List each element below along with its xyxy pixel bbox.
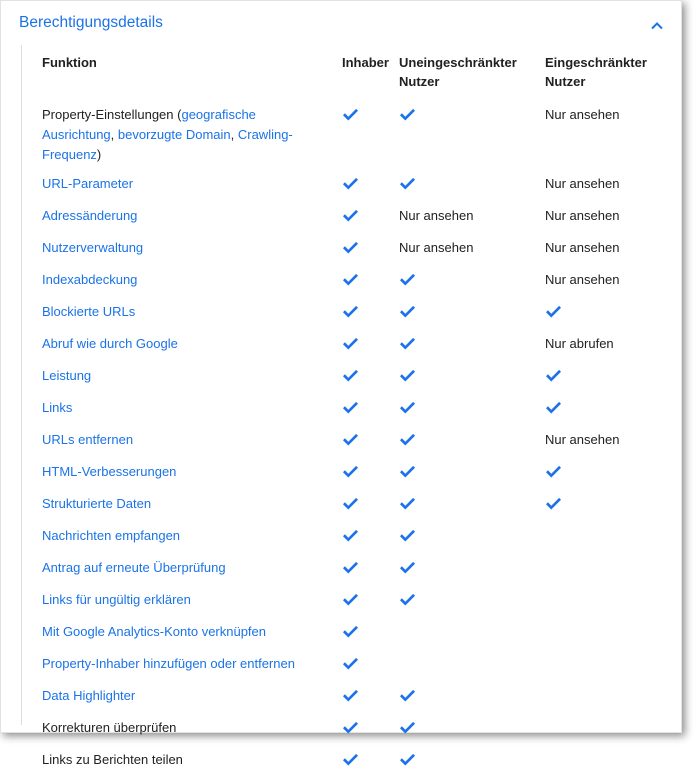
full-user-cell [391, 458, 537, 490]
table-row [34, 101, 664, 170]
permission-value: Nur ansehen [545, 208, 620, 223]
table-row [34, 234, 664, 266]
checkmark-icon [342, 497, 359, 511]
restricted-user-cell [537, 234, 664, 266]
function-link[interactable]: Property-Inhaber hinzufügen oder entfernen [42, 656, 295, 671]
full-user-cell [391, 170, 537, 202]
function-link[interactable]: Links für ungültig erklären [42, 592, 191, 607]
function-cell [34, 618, 334, 650]
permission-value: Nur abrufen [545, 336, 614, 351]
table-row [34, 554, 664, 586]
permissions-table [34, 49, 664, 778]
checkmark-icon [342, 108, 359, 122]
function-link[interactable]: Links [42, 400, 73, 415]
restricted-user-cell [537, 426, 664, 458]
owner-cell [334, 522, 391, 554]
owner-cell [334, 586, 391, 618]
table-row [34, 586, 664, 618]
owner-cell [334, 618, 391, 650]
function-cell [34, 234, 334, 266]
table-row [34, 362, 664, 394]
chevron-up-icon[interactable] [649, 18, 665, 34]
checkmark-icon [342, 273, 359, 287]
table-row [34, 618, 664, 650]
owner-cell [334, 266, 391, 298]
owner-cell [334, 362, 391, 394]
restricted-user-cell [537, 202, 664, 234]
table-row [34, 682, 664, 714]
permission-value: Nur ansehen [545, 432, 620, 447]
table-row [34, 650, 664, 682]
restricted-user-cell [537, 101, 664, 170]
checkmark-icon [342, 177, 359, 191]
checkmark-icon [399, 721, 416, 735]
permission-value: Nur ansehen [545, 240, 620, 255]
table-row [34, 490, 664, 522]
owner-cell [334, 170, 391, 202]
checkmark-icon [399, 529, 416, 543]
table-row [34, 298, 664, 330]
function-link[interactable]: HTML-Verbesserungen [42, 464, 177, 479]
full-user-cell [391, 362, 537, 394]
owner-cell [334, 714, 391, 746]
checkmark-icon [342, 561, 359, 575]
checkmark-icon [399, 401, 416, 415]
table-row [34, 426, 664, 458]
function-cell [34, 554, 334, 586]
restricted-user-cell [537, 586, 664, 618]
owner-cell [334, 202, 391, 234]
checkmark-icon [342, 465, 359, 479]
function-cell [34, 682, 334, 714]
owner-cell [334, 426, 391, 458]
function-label: Links zu Berichten teilen [42, 752, 183, 767]
function-cell: Property-Einstellungen (geografische Ausrichtung, bevorzugte Domain, Crawling-Frequenz) [42, 107, 293, 162]
restricted-user-cell [537, 298, 664, 330]
function-cell [34, 362, 334, 394]
table-header-row [34, 49, 664, 101]
owner-cell [334, 682, 391, 714]
table-row [34, 170, 664, 202]
section-divider [21, 45, 22, 725]
section-header-toggle[interactable] [19, 14, 669, 36]
function-link[interactable]: Mit Google Analytics-Konto verknüpfen [42, 624, 267, 639]
checkmark-icon [399, 561, 416, 575]
checkmark-icon [545, 369, 562, 383]
table-row [34, 394, 664, 426]
checkmark-icon [399, 689, 416, 703]
function-cell [34, 170, 334, 202]
full-user-cell [391, 586, 537, 618]
checkmark-icon [545, 465, 562, 479]
restricted-user-cell [537, 266, 664, 298]
checkmark-icon [399, 465, 416, 479]
table-row [34, 266, 664, 298]
checkmark-icon [399, 177, 416, 191]
full-user-cell [391, 490, 537, 522]
checkmark-icon [342, 337, 359, 351]
checkmark-icon [399, 497, 416, 511]
owner-cell [334, 298, 391, 330]
restricted-user-cell [537, 490, 664, 522]
checkmark-icon [342, 401, 359, 415]
section-title: Berechtigungsdetails [19, 14, 163, 31]
function-cell [34, 426, 334, 458]
table-row [34, 714, 664, 746]
checkmark-icon [342, 241, 359, 255]
function-cell [34, 586, 334, 618]
permission-value: Nur ansehen [545, 107, 620, 122]
checkmark-icon [342, 433, 359, 447]
owner-cell [334, 458, 391, 490]
function-link[interactable]: Antrag auf erneute Überprüfung [42, 560, 226, 575]
checkmark-icon [399, 593, 416, 607]
table-row [34, 522, 664, 554]
checkmark-icon [399, 108, 416, 122]
function-link[interactable]: Nutzerverwaltung [42, 240, 144, 255]
full-user-cell [391, 650, 537, 682]
full-user-cell [391, 426, 537, 458]
header-full-user: Uneingeschränkter Nutzer [399, 55, 517, 89]
function-link[interactable]: Adressänderung [42, 208, 138, 223]
restricted-user-cell [537, 170, 664, 202]
full-user-cell [391, 682, 537, 714]
function-link[interactable]: Blockierte URLs [42, 304, 136, 319]
function-link[interactable]: Leistung [42, 368, 92, 383]
checkmark-icon [545, 305, 562, 319]
checkmark-icon [342, 369, 359, 383]
owner-cell [334, 101, 391, 170]
permission-value: Nur ansehen [399, 208, 474, 223]
full-user-cell [391, 554, 537, 586]
function-link[interactable]: Nachrichten empfangen [42, 528, 181, 543]
checkmark-icon [399, 273, 416, 287]
owner-cell [334, 330, 391, 362]
full-user-cell [391, 522, 537, 554]
function-label: Korrekturen überprüfen [42, 720, 177, 735]
table-row [34, 458, 664, 490]
checkmark-icon [342, 753, 359, 767]
checkmark-icon [342, 721, 359, 735]
function-link[interactable]: Indexabdeckung [42, 272, 138, 287]
function-link[interactable]: URL-Parameter [42, 176, 134, 191]
full-user-cell [391, 618, 537, 650]
function-link[interactable]: Strukturierte Daten [42, 496, 152, 511]
permission-value: Nur ansehen [399, 240, 474, 255]
function-cell [34, 266, 334, 298]
checkmark-icon [399, 753, 416, 767]
checkmark-icon [342, 209, 359, 223]
function-cell [34, 458, 334, 490]
table-row [34, 202, 664, 234]
full-user-cell [391, 394, 537, 426]
restricted-user-cell [537, 682, 664, 714]
checkmark-icon [399, 337, 416, 351]
function-cell [34, 522, 334, 554]
restricted-user-cell [537, 330, 664, 362]
link-preferred-domain[interactable]: bevorzugte Domain [117, 127, 231, 142]
full-user-cell [391, 266, 537, 298]
link-geo-targeting[interactable]: geografische Ausrichtung [42, 107, 256, 142]
full-user-cell [391, 714, 537, 746]
full-user-cell [391, 298, 537, 330]
restricted-user-cell [537, 394, 664, 426]
table-row [34, 330, 664, 362]
function-cell [34, 298, 334, 330]
owner-cell [334, 554, 391, 586]
checkmark-icon [399, 433, 416, 447]
function-cell [34, 650, 334, 682]
link-crawl-rate[interactable]: Crawling-Frequenz [42, 127, 293, 162]
function-cell [34, 490, 334, 522]
checkmark-icon [399, 369, 416, 383]
owner-cell [334, 234, 391, 266]
header-restricted-user: Eingeschränkter Nutzer [545, 55, 647, 89]
full-user-cell [391, 330, 537, 362]
function-cell [34, 394, 334, 426]
owner-cell [334, 394, 391, 426]
permission-value: Nur ansehen [545, 272, 620, 287]
full-user-cell [391, 101, 537, 170]
header-owner: Inhaber [342, 55, 389, 70]
restricted-user-cell [537, 362, 664, 394]
function-cell [34, 202, 334, 234]
full-user-cell [391, 202, 537, 234]
function-link[interactable]: URLs entfernen [42, 432, 134, 447]
checkmark-icon [342, 593, 359, 607]
owner-cell [334, 490, 391, 522]
restricted-user-cell [537, 714, 664, 746]
function-cell [34, 714, 334, 746]
function-label-prefix: Property-Einstellungen ( [42, 107, 182, 122]
checkmark-icon [399, 305, 416, 319]
restricted-user-cell [537, 650, 664, 682]
header-function: Funktion [42, 55, 97, 70]
checkmark-icon [342, 657, 359, 671]
checkmark-icon [342, 305, 359, 319]
checkmark-icon [545, 401, 562, 415]
checkmark-icon [342, 689, 359, 703]
restricted-user-cell [537, 458, 664, 490]
restricted-user-cell [537, 618, 664, 650]
restricted-user-cell [537, 522, 664, 554]
function-link[interactable]: Data Highlighter [42, 688, 136, 703]
owner-cell [334, 650, 391, 682]
function-link[interactable]: Abruf wie durch Google [42, 336, 178, 351]
checkmark-icon [545, 497, 562, 511]
checkmark-icon [342, 625, 359, 639]
restricted-user-cell [537, 554, 664, 586]
checkmark-icon [342, 529, 359, 543]
function-cell [34, 330, 334, 362]
full-user-cell [391, 234, 537, 266]
permission-value: Nur ansehen [545, 176, 620, 191]
